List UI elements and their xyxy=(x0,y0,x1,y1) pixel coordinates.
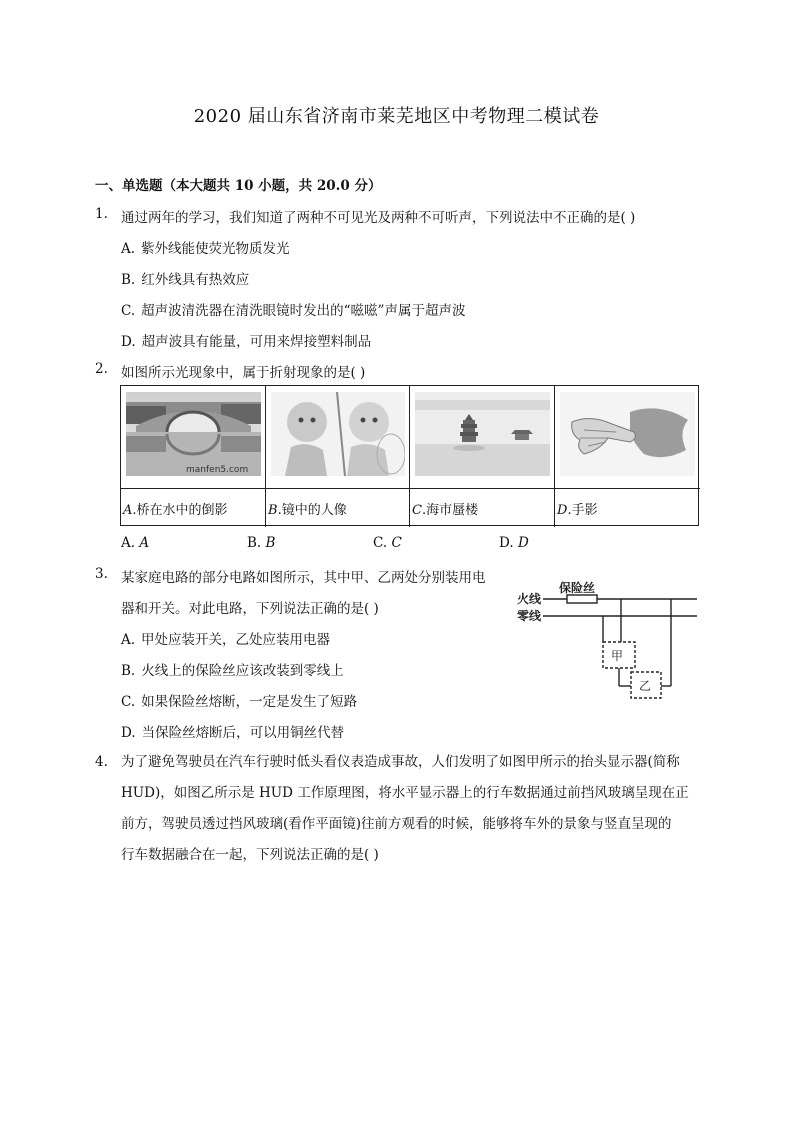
section-heading: 一、单选题（本大题共 10 小题，共 20.0 分） xyxy=(95,178,382,194)
option-text: 超声波清洗器在清洗眼镜时发出的“嗞嗞”声属于超声波 xyxy=(141,303,466,319)
fuse-label: 保险丝 xyxy=(559,581,596,595)
question-2-text: 如图所示光现象中，属于折射现象的是( ) xyxy=(121,365,366,381)
answer-letter: B. xyxy=(247,535,262,551)
question-1-text: 通过两年的学习，我们知道了两种不可见光及两种不可听声，下列说法中不正确的是( ) xyxy=(121,210,636,226)
option-text: 如果保险丝熔断，一定是发生了短路 xyxy=(141,694,358,710)
caption-text: .海市蜃楼 xyxy=(421,503,479,518)
box-b-label: 乙 xyxy=(639,679,652,693)
option-letter: B. xyxy=(121,272,136,288)
option-text: 甲处应装开关，乙处应装用电器 xyxy=(141,632,331,648)
image-cell-c xyxy=(410,386,555,527)
caption-letter: A xyxy=(123,503,133,518)
image-cell-d xyxy=(555,386,700,527)
option-letter: C. xyxy=(121,694,136,710)
option-text: 当保险丝熔断后，可以用铜丝代替 xyxy=(141,725,345,741)
caption-letter: B xyxy=(268,503,278,518)
question-4-line: 为了避免驾驶员在汽车行驶时低头看仪表造成事故，人们发明了如图甲所示的抬头显示器(简称 xyxy=(121,754,680,770)
caption-b xyxy=(266,488,409,527)
question-3-option-c xyxy=(121,690,357,710)
page-title: 2020 届山东省济南市莱芜地区中考物理二模试卷 xyxy=(193,106,600,127)
caption-letter: C xyxy=(412,503,422,518)
question-1-option-b xyxy=(121,268,249,288)
answer-value: A xyxy=(139,535,150,551)
caption-text: .桥在水中的倒影 xyxy=(132,503,228,518)
question-2-image-table xyxy=(120,385,699,526)
answer-c xyxy=(373,535,402,551)
question-3-line-1: 某家庭电路的部分电路如图所示，其中甲、乙两处分别装用电 xyxy=(121,570,486,586)
question-3-option-d xyxy=(121,721,344,741)
answer-letter: A. xyxy=(121,535,136,551)
option-letter: A. xyxy=(121,632,136,648)
answer-value: D xyxy=(517,535,529,551)
question-1-option-c xyxy=(121,299,465,319)
option-text: 火线上的保险丝应该改装到零线上 xyxy=(141,663,344,679)
question-4-text xyxy=(121,747,701,871)
question-4-line: HUD)，如图乙所示是 HUD 工作原理图，将水平显示器上的行车数据通过前挡风玻璃呈现在正 xyxy=(121,785,689,801)
image-cell-a xyxy=(121,386,266,527)
live-wire-label: 火线 xyxy=(517,592,542,606)
answer-letter: C. xyxy=(373,535,388,551)
caption-letter: D xyxy=(557,503,568,518)
box-a-label: 甲 xyxy=(611,649,624,663)
question-1-number: 1. xyxy=(95,206,108,222)
answer-d xyxy=(499,535,529,551)
question-4-number: 4. xyxy=(95,754,108,770)
caption-text: .手影 xyxy=(567,503,598,518)
caption-text: .镜中的人像 xyxy=(277,503,347,518)
bridge-reflection-image xyxy=(126,392,261,476)
fuse-symbol xyxy=(567,595,597,603)
option-letter: D. xyxy=(121,334,136,350)
watermark-text: manfen5.com xyxy=(186,465,249,475)
option-letter: A. xyxy=(121,241,136,257)
caption-d xyxy=(555,488,700,527)
answer-b xyxy=(247,535,275,551)
question-3-option-b xyxy=(121,659,344,679)
answer-value: B xyxy=(265,535,276,551)
question-1-option-a xyxy=(121,237,290,257)
option-text: 红外线具有热效应 xyxy=(141,272,250,288)
mirage-image xyxy=(415,392,550,476)
option-letter: B. xyxy=(121,663,136,679)
option-letter: C. xyxy=(121,303,136,319)
answer-a xyxy=(121,535,149,551)
option-text: 紫外线能使荧光物质发光 xyxy=(141,241,290,257)
question-3-line-2: 器和开关。对此电路，下列说法正确的是( ) xyxy=(121,601,379,617)
question-3-option-a xyxy=(121,628,330,648)
answer-letter: D. xyxy=(499,535,514,551)
question-4-line: 行车数据融合在一起，下列说法正确的是( ) xyxy=(121,847,379,863)
option-letter: D. xyxy=(121,725,136,741)
question-3-number: 3. xyxy=(95,566,108,582)
question-2-number: 2. xyxy=(95,361,108,377)
image-cell-b xyxy=(266,386,410,527)
caption-a xyxy=(121,488,265,527)
question-1-option-d xyxy=(121,330,371,350)
answer-value: C xyxy=(391,535,402,551)
question-4-line: 前方，驾驶员透过挡风玻璃(看作平面镜)往前方观看的时候，能够将车外的景象与竖直呈现的 xyxy=(121,816,672,832)
option-text: 超声波具有能量，可用来焊接塑料制品 xyxy=(141,334,372,350)
mirror-baby-image xyxy=(271,392,405,476)
circuit-diagram xyxy=(515,578,705,708)
caption-c xyxy=(410,488,554,527)
neutral-wire-label: 零线 xyxy=(517,609,542,623)
hand-shadow-image xyxy=(560,392,695,476)
